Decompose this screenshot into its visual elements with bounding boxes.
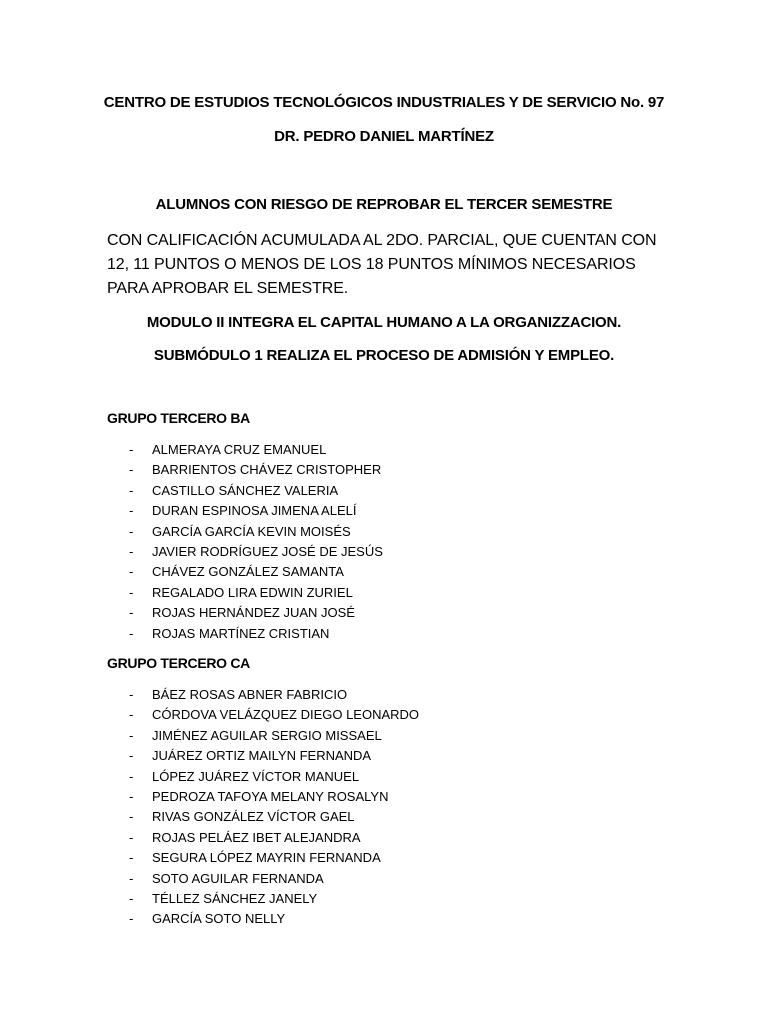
dash-bullet-icon: -	[129, 543, 134, 559]
student-name: CÓRDOVA VELÁZQUEZ DIEGO LEONARDO	[152, 707, 420, 723]
list-item	[107, 460, 383, 480]
dash-bullet-icon: -	[129, 503, 134, 519]
list-item	[107, 889, 419, 909]
list-item	[107, 705, 419, 725]
school-name-heading: CENTRO DE ESTUDIOS TECNOLÓGICOS INDUSTRIALES Y DE SERVICIO No. 97	[103, 94, 665, 111]
dash-bullet-icon: -	[129, 788, 134, 804]
dash-bullet-icon: -	[129, 687, 134, 702]
student-name: JAVIER RODRÍGUEZ JOSÉ DE JESÚS	[152, 543, 383, 559]
group-heading-tercero-ca: GRUPO TERCERO CA	[107, 655, 250, 671]
dash-bullet-icon: -	[129, 870, 134, 886]
group-heading-tercero-ba: GRUPO TERCERO BA	[107, 410, 250, 426]
dash-bullet-icon: -	[129, 748, 134, 764]
student-name: CHÁVEZ GONZÁLEZ SAMANTA	[152, 564, 344, 580]
dash-bullet-icon: -	[129, 584, 134, 600]
module-heading: MODULO II INTEGRA EL CAPITAL HUMANO A LA ORGANIZZACION.	[146, 314, 622, 331]
student-name: BÁEZ ROSAS ABNER FABRICIO	[152, 687, 348, 702]
list-item	[107, 603, 383, 623]
dash-bullet-icon: -	[129, 890, 134, 906]
dash-bullet-icon: -	[129, 564, 134, 580]
list-item	[107, 501, 383, 521]
student-name: ROJAS PELÁEZ IBET ALEJANDRA	[152, 829, 361, 845]
dash-bullet-icon: -	[129, 727, 134, 743]
student-name: BARRIENTOS CHÁVEZ CRISTOPHER	[152, 462, 382, 478]
risk-title: ALUMNOS CON RIESGO DE REPROBAR EL TERCER SEMESTRE	[155, 196, 613, 213]
list-item	[107, 726, 419, 746]
student-name: ALMERAYA CRUZ EMANUEL	[152, 442, 327, 457]
list-item	[107, 624, 383, 644]
student-name: LÓPEZ JUÁREZ VÍCTOR MANUEL	[152, 768, 360, 784]
student-name: SOTO AGUILAR FERNANDA	[152, 870, 324, 886]
student-name: CASTILLO SÁNCHEZ VALERIA	[152, 482, 339, 498]
dash-bullet-icon: -	[129, 462, 134, 478]
list-item	[107, 848, 419, 868]
dash-bullet-icon: -	[129, 605, 134, 621]
list-item	[107, 909, 419, 929]
dash-bullet-icon: -	[129, 625, 134, 641]
list-item	[107, 481, 383, 501]
student-name: PEDROZA TAFOYA MELANY ROSALYN	[152, 788, 389, 804]
intro-paragraph: CON CALIFICACIÓN ACUMULADA AL 2DO. PARCIAL, QUE CUENTAN CON 12, 11 PUNTOS O MENOS DE LOS 18 PUNTOS MÍNIMOS NECESARIOS PARA APROBAR EL SEMESTRE.	[107, 232, 657, 297]
dash-bullet-icon: -	[129, 911, 134, 927]
student-name: JUÁREZ ORTIZ MAILYN FERNANDA	[152, 748, 372, 764]
student-name: JIMÉNEZ AGUILAR SERGIO MISSAEL	[152, 727, 382, 743]
list-item	[107, 440, 383, 460]
list-item	[107, 828, 419, 848]
teacher-name-heading: DR. PEDRO DANIEL MARTÍNEZ	[274, 128, 494, 145]
submodule-heading: SUBMÓDULO 1 REALIZA EL PROCESO DE ADMISIÓN Y EMPLEO.	[153, 347, 615, 364]
student-name: GARCÍA GARCÍA KEVIN MOISÉS	[152, 523, 351, 539]
dash-bullet-icon: -	[129, 768, 134, 784]
list-item	[107, 787, 419, 807]
list-item	[107, 685, 419, 705]
list-item	[107, 522, 383, 542]
list-item	[107, 807, 419, 827]
list-item	[107, 767, 419, 787]
student-name: SEGURA LÓPEZ MAYRIN FERNANDA	[152, 850, 381, 866]
dash-bullet-icon: -	[129, 482, 134, 498]
list-item	[107, 562, 383, 582]
student-name: TÉLLEZ SÁNCHEZ JANELY	[152, 890, 318, 906]
list-item	[107, 869, 419, 889]
list-item	[107, 746, 419, 766]
list-item	[107, 542, 383, 562]
student-name: ROJAS HERNÁNDEZ JUAN JOSÉ	[152, 605, 355, 621]
dash-bullet-icon: -	[129, 809, 134, 825]
list-item	[107, 583, 383, 603]
dash-bullet-icon: -	[129, 850, 134, 866]
student-name: RIVAS GONZÁLEZ VÍCTOR GAEL	[152, 809, 355, 825]
dash-bullet-icon: -	[129, 829, 134, 845]
student-name: ROJAS MARTÍNEZ CRISTIAN	[152, 625, 330, 641]
dash-bullet-icon: -	[129, 707, 134, 723]
student-list-tercero-ca	[107, 685, 419, 930]
student-name: GARCÍA SOTO NELLY	[152, 911, 286, 927]
student-list-tercero-ba	[107, 440, 383, 644]
student-name: REGALADO LIRA EDWIN ZURIEL	[152, 584, 353, 600]
dash-bullet-icon: -	[129, 523, 134, 539]
dash-bullet-icon: -	[129, 442, 134, 457]
student-name: DURAN ESPINOSA JIMENA ALELÍ	[152, 503, 357, 519]
